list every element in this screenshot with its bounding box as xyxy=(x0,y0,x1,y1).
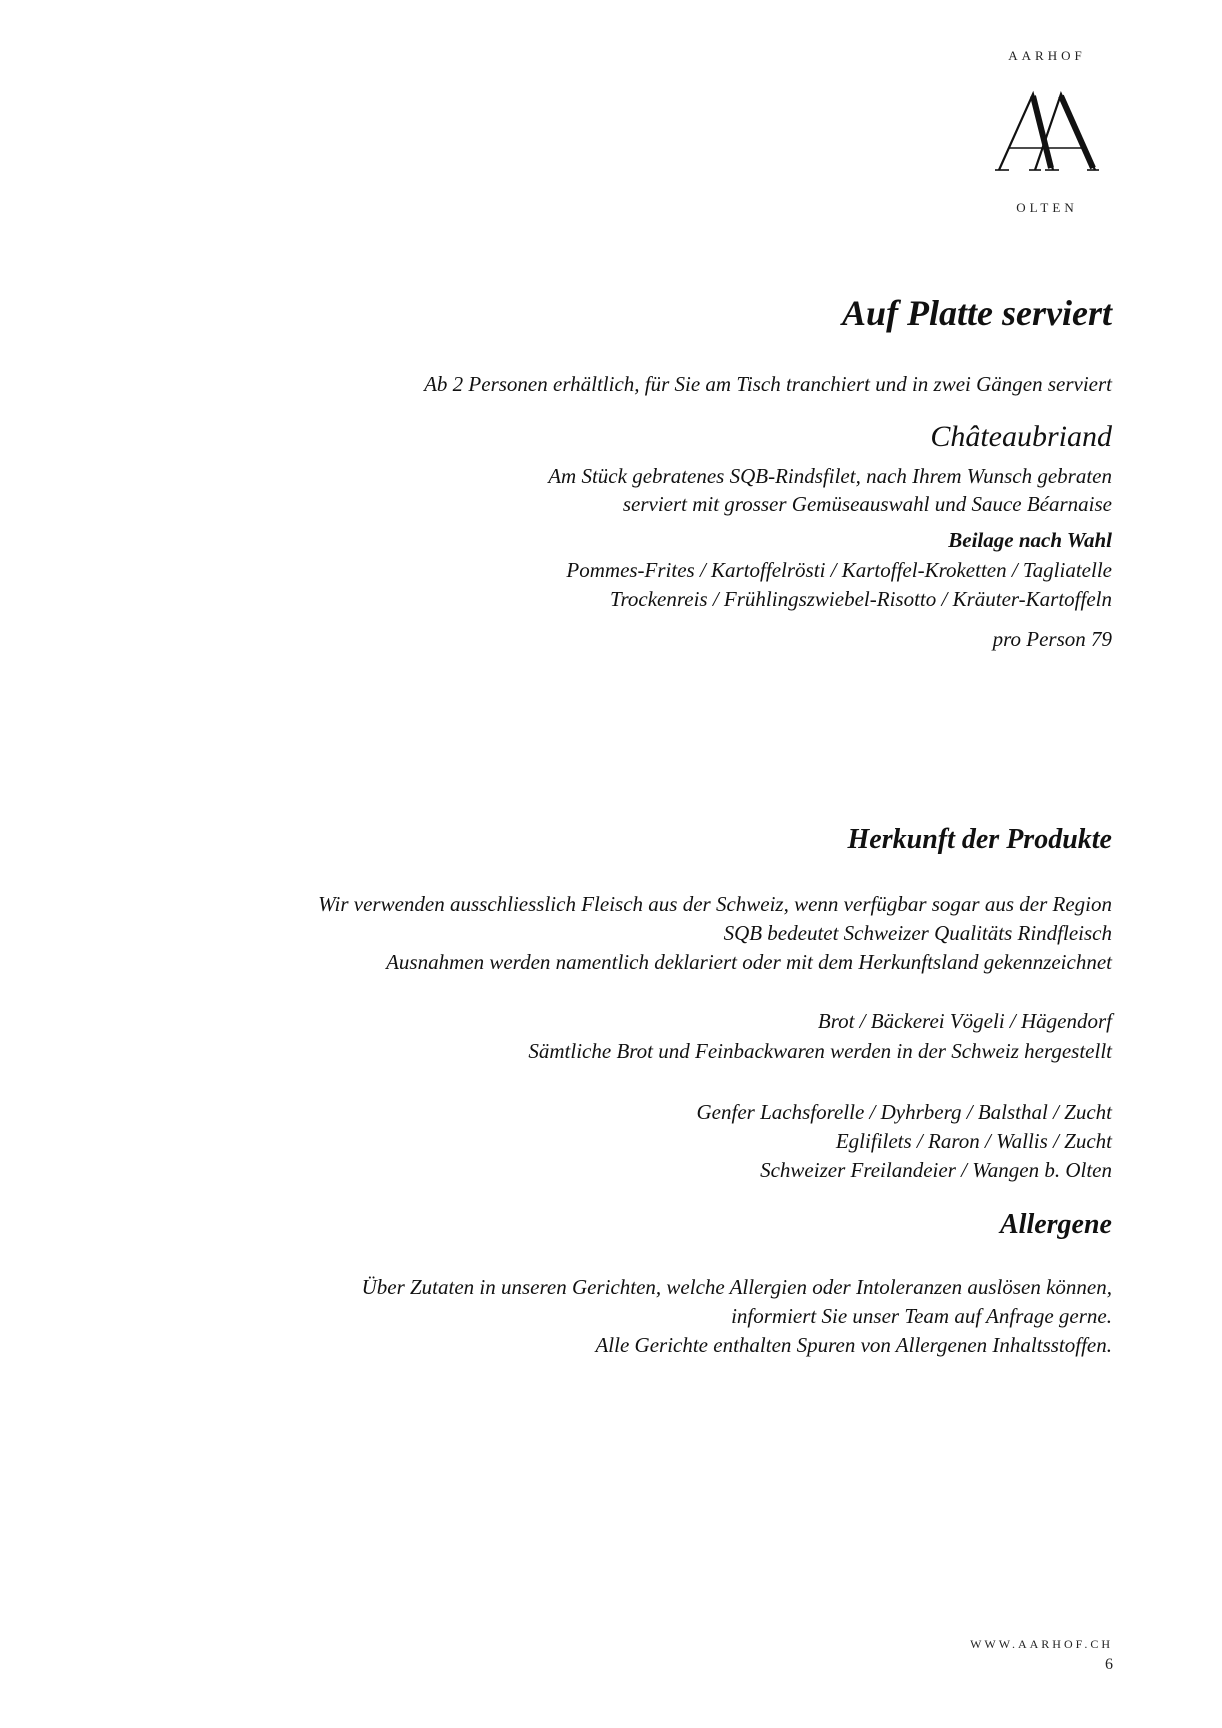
dish-name: Châteaubriand xyxy=(930,420,1112,453)
origin-meat-line: Wir verwenden ausschliesslich Fleisch aus der Schweiz, wenn verfügbar sogar aus der Region xyxy=(318,892,1112,916)
allergen-line: Über Zutaten in unseren Gerichten, welche Allergien oder Intoleranzen auslösen können, xyxy=(361,1275,1112,1299)
dish-description-line: Am Stück gebratenes SQB-Rindsfilet, nach Ihrem Wunsch gebraten xyxy=(548,464,1112,488)
website-url: WWW.AARHOF.CH xyxy=(970,1637,1113,1651)
origin-bread-line: Sämtliche Brot und Feinbackwaren werden in der Schweiz hergestellt xyxy=(528,1039,1112,1063)
brand-block xyxy=(990,48,1104,216)
allergen-line: Alle Gerichte enthalten Spuren von Allergenen Inhaltsstoffen. xyxy=(595,1333,1112,1357)
page-number: 6 xyxy=(1105,1656,1113,1673)
origin-fish-line: Schweizer Freilandeier / Wangen b. Olten xyxy=(760,1158,1112,1182)
origin-meat-line: SQB bedeutet Schweizer Qualitäts Rindfleisch xyxy=(723,921,1112,945)
brand-city: OLTEN xyxy=(1016,200,1078,215)
brand-name: AARHOF xyxy=(1008,48,1086,63)
platter-intro: Ab 2 Personen erhältlich, für Sie am Tisch tranchiert und in zwei Gängen serviert xyxy=(424,372,1112,396)
section-title-origin: Herkunft der Produkte xyxy=(847,824,1112,855)
section-title-allergens: Allergene xyxy=(1000,1209,1112,1240)
dish-price: pro Person 79 xyxy=(992,627,1112,651)
side-options-line: Trockenreis / Frühlingszwiebel-Risotto / Kräuter-Kartoffeln xyxy=(609,587,1112,611)
origin-fish-line: Eglifilets / Raron / Wallis / Zucht xyxy=(835,1129,1112,1153)
side-heading: Beilage nach Wahl xyxy=(948,528,1112,552)
aa-monogram-icon xyxy=(995,90,1099,174)
origin-fish-line: Genfer Lachsforelle / Dyhrberg / Balsthal / Zucht xyxy=(696,1100,1112,1124)
allergen-line: informiert Sie unser Team auf Anfrage gerne. xyxy=(731,1304,1112,1328)
side-options-line: Pommes-Frites / Kartoffelrösti / Kartoffel-Kroketten / Tagliatelle xyxy=(566,558,1112,582)
dish-description-line: serviert mit grosser Gemüseauswahl und Sauce Béarnaise xyxy=(622,492,1112,516)
origin-bread-line: Brot / Bäckerei Vögeli / Hägendorf xyxy=(817,1009,1112,1033)
origin-meat-line: Ausnahmen werden namentlich deklariert oder mit dem Herkunftsland gekennzeichnet xyxy=(386,950,1112,974)
section-title-platter: Auf Platte serviert xyxy=(842,293,1112,333)
